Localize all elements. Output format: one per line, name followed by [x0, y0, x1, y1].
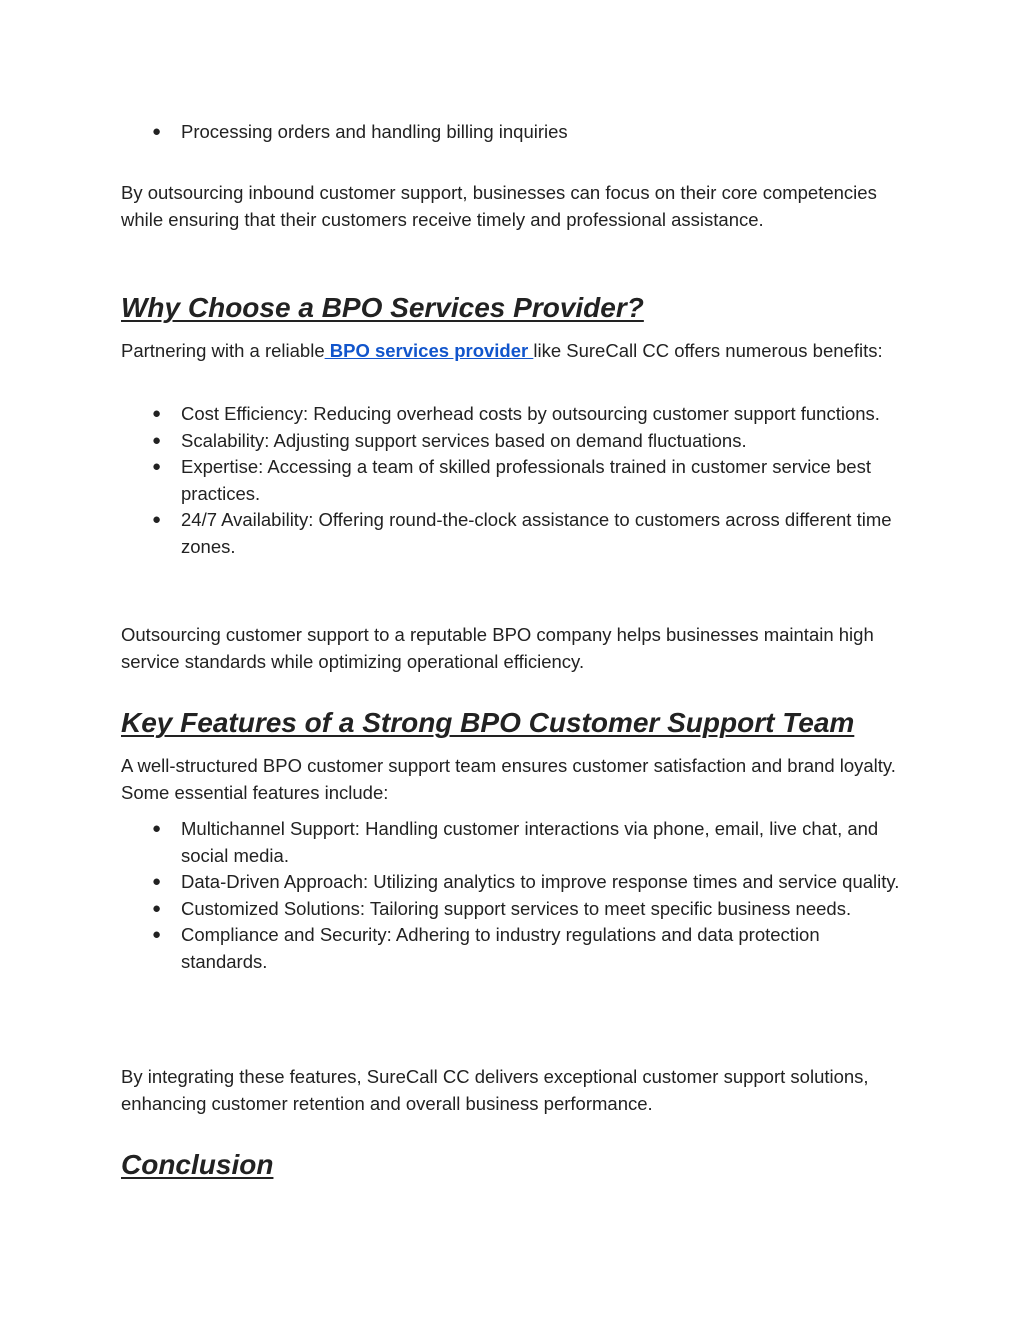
- list-item: [150, 922, 910, 975]
- list-item-text: Scalability: Adjusting support services based on demand fluctuations.: [181, 429, 747, 451]
- list-item: [150, 869, 910, 896]
- bullet-icon: ●: [152, 458, 162, 476]
- bullet-icon: ●: [152, 123, 162, 140]
- bpo-services-provider-link[interactable]: BPO services provider: [324, 340, 534, 361]
- key-features-intro: A well-structured BPO customer support team ensures customer satisfaction and brand loyalty. Some essential features include:: [121, 755, 896, 803]
- why-choose-closing-paragraph: Outsourcing customer support to a reputable BPO company helps businesses maintain high service standards while optimizing operational efficiency.: [121, 624, 874, 672]
- list-item-text: 24/7 Availability: Offering round-the-clock assistance to customers across different time zones.: [181, 509, 892, 557]
- top-bullet-list: [150, 119, 910, 146]
- list-item-text: Customized Solutions: Tailoring support services to meet specific business needs.: [181, 897, 852, 919]
- bullet-icon: ●: [152, 431, 162, 449]
- key-features-closing-paragraph: By integrating these features, SureCall CC delivers exceptional customer support solutions, enhancing customer retention and overall business performance.: [121, 1066, 869, 1114]
- list-item: [150, 507, 910, 560]
- list-item: [150, 401, 910, 428]
- list-item-text: Multichannel Support: Handling customer interactions via phone, email, live chat, and social media.: [181, 818, 879, 866]
- why-choose-intro: [121, 338, 911, 365]
- bullet-icon: ●: [152, 926, 162, 944]
- list-item: [150, 816, 910, 869]
- list-item: [150, 119, 910, 146]
- bullet-icon: ●: [152, 511, 162, 529]
- list-item-text: Cost Efficiency: Reducing overhead costs by outsourcing customer support functions.: [181, 403, 880, 424]
- bullet-icon: ●: [152, 899, 162, 917]
- bullet-icon: ●: [152, 820, 162, 837]
- intro-paragraph: By outsourcing inbound customer support, businesses can focus on their core competencies while ensuring that their customers receive timely and professional assistance.: [121, 182, 877, 230]
- list-item-text: Expertise: Accessing a team of skilled professionals trained in customer service best practices.: [181, 456, 871, 504]
- features-list: [150, 816, 910, 976]
- bullet-icon: ●: [152, 405, 162, 422]
- why-choose-intro-text: Partnering with a reliable: [121, 340, 325, 361]
- list-item-text: Compliance and Security: Adhering to industry regulations and data protection standards.: [181, 924, 820, 972]
- list-item: [150, 454, 910, 507]
- benefits-list: [150, 401, 910, 561]
- list-item: [150, 896, 910, 923]
- list-item: [150, 428, 910, 455]
- why-choose-intro-text-after: like SureCall CC offers numerous benefits:: [533, 340, 883, 361]
- section-heading-key-features: Key Features of a Strong BPO Customer Support Team: [121, 707, 855, 738]
- bullet-icon: ●: [152, 873, 162, 891]
- list-item-text: Data-Driven Approach: Utilizing analytics to improve response times and service quality.: [181, 871, 900, 893]
- section-heading-conclusion: Conclusion: [121, 1149, 274, 1180]
- section-heading-why-choose: Why Choose a BPO Services Provider?: [121, 292, 644, 323]
- list-item-text: Processing orders and handling billing inquiries: [181, 121, 568, 142]
